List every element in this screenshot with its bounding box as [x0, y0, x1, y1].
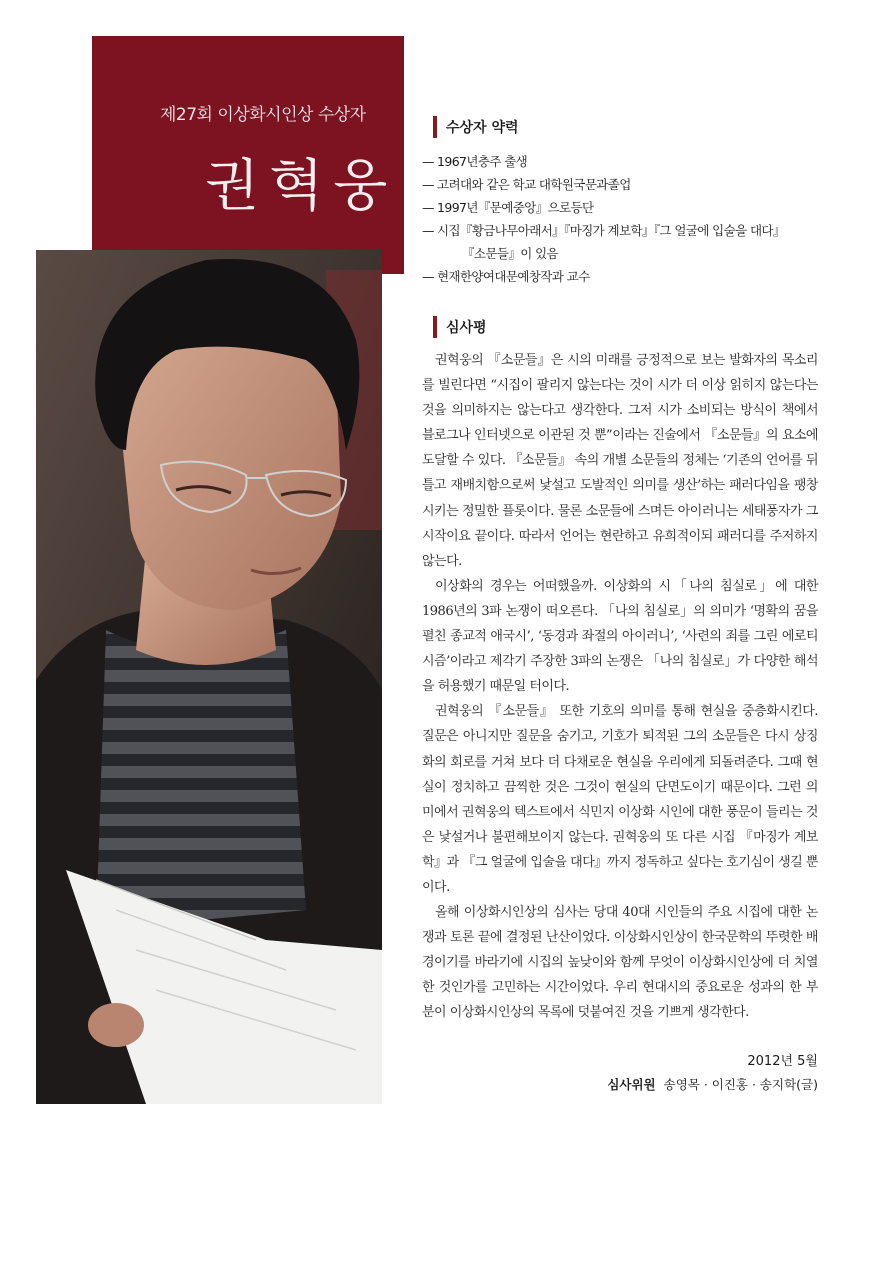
section-bar [433, 116, 437, 138]
awardee-name: 권혁웅 [205, 154, 398, 219]
career-item: — 1967년충주 출생 [422, 154, 528, 169]
career-item: — 고려대와 같은 학교 대학원국문과졸업 [422, 177, 631, 192]
career-list [422, 150, 862, 288]
career-heading [433, 116, 519, 138]
review-paragraph: 이상화의 경우는 어떠했을까. 이상화의 시「나의 침실로」에 대한 1986년의 3파 논쟁이 떠오른다. 「나의 침실로」의 의미가 ‘명확의 꿈을 펼친 종교적 애국시’, ‘동경과 좌절의 아이러니’, ‘사련의 죄를 그린 에로티시즘’이라고 제각기 주장한 3파의 논쟁은 「나의 침실로」가 다양한 해석을 허용했기 때문일 터이다. [422, 578, 818, 695]
career-item-continued: 『소문들』이 있음 [462, 246, 559, 261]
review-paragraph: 올해 이상화시인상의 심사는 당대 40대 시인들의 주요 시집에 대한 논쟁과 토론 끝에 결정된 난산이었다. 이상화시인상이 한국문학의 뚜렷한 배경이기를 바라기에 시집의 높낮이와 함께 무엇이 이상화시인상에 더 치열한 것인가를 고민하는 시간이었다. 우리 현대시의 중요로운 성과의 한 부분이 이상화시인상의 목록에 덧붙여진 것을 기쁘게 생각한다. [422, 905, 818, 1021]
review-date: 2012년 5월 [747, 1054, 818, 1069]
awardee-photo [36, 250, 382, 1104]
judges-label: 심사위원 [607, 1077, 656, 1092]
award-title: 제27회 이상화시인상 수상자 [160, 105, 366, 125]
section-bar [433, 316, 437, 338]
judges-names: 송영목 · 이진홍 · 송지학(글) [663, 1077, 818, 1092]
review-body [422, 348, 818, 1026]
review-judges [607, 1075, 818, 1093]
career-item: — 현재한양여대문예창작과 교수 [422, 269, 590, 284]
review-paragraph: 권혁웅의 『소문들』은 시의 미래를 긍정적으로 보는 발화자의 목소리를 빌린다면 “시집이 팔리지 않는다는 것이 시가 더 이상 읽히지 않는다는 것을 의미하지는 않는다고 생각한다. 그저 시가 소비되는 방식이 책에서 블로그나 인터넷으로 이관된 것 뿐”이라는 진술에서 『소문들』의 요소에 도달할 수 있다. 『소문들』 속의 개별 소문들의 정체는 ‘기존의 언어를 뒤틀고 재배치함으로써 낯설고 도발적인 의미를 생산’하는 패러다임을 팽창시키는 정밀한 플롯이다. 물론 소문들에 스며든 아이러니는 세태풍자가 그 시작이요 끝이다. 따라서 언어는 현란하고 유희적이되 패러디를 주저하지 않는다. [422, 353, 818, 569]
review-heading-label: 심사평 [446, 320, 487, 336]
career-item: — 시집『황금나무아래서』『마징가 계보학』『그 얼굴에 입술을 대다』 [422, 223, 785, 238]
career-item: — 1997년『문예중앙』으로등단 [422, 200, 594, 215]
review-paragraph: 권혁웅의 『소문들』 또한 기호의 의미를 통해 현실을 중층화시킨다. 질문은 아니지만 질문을 숨기고, 기호가 퇴적된 그의 소문들은 다시 상징화의 회로를 거쳐 보다 더 다채로운 현실을 우리에게 되돌려준다. 그때 현실이 정치하고 끔찍한 것은 그것이 현실의 단면도이기 때문이다. 그런 의미에서 권혁웅의 텍스트에서 식민지 이상화 시인에 대한 풍문이 들리는 것은 낯설거나 불편해보이지 않는다. 권혁웅의 또 다른 시집 『마징가 계보학』과 『그 얼굴에 입술을 대다』까지 정독하고 싶다는 호기심이 생길 뿐이다. [422, 704, 818, 895]
review-heading [433, 316, 487, 338]
career-heading-label: 수상자 약력 [446, 120, 519, 136]
